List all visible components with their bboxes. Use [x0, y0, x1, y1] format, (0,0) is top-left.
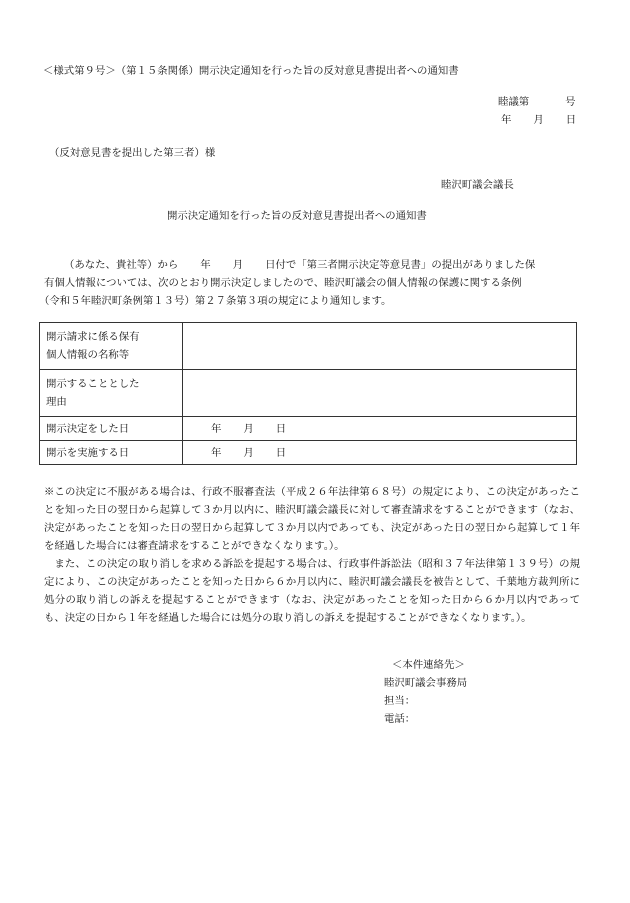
- body-line-2: 有個人情報については、次のとおり開示決定しましたので、睦沢町議会の個人情報の保護に関する条例: [44, 277, 522, 289]
- body-line1-month: 月: [232, 259, 244, 271]
- row1-label-line1: 開示請求に係る保有: [46, 331, 140, 343]
- table-value-cell: [183, 323, 577, 370]
- contact-person-label: 担当：: [384, 695, 416, 707]
- table-row: [40, 370, 577, 417]
- row4-day: 日: [275, 446, 287, 459]
- row1-label-line2: 個人情報の名称等: [46, 349, 130, 361]
- doc-date-day: 日: [565, 114, 577, 126]
- doc-number-suffix: 号: [565, 96, 576, 108]
- row2-label-line1: 開示することとした: [46, 378, 140, 390]
- table-row: [40, 323, 577, 370]
- addressee: （反対意見書を提出した第三者）様: [49, 147, 216, 159]
- body-line-3: （令和５年睦沢町条例第１３号）第２７条第３項の規定により通知します。: [39, 295, 392, 307]
- contact-phone-label: 電話：: [384, 713, 416, 725]
- contact-heading: ＜本件連絡先＞: [392, 659, 465, 671]
- body-line1-suffix: 日付で「第三者開示決定等意見書」の提出がありました保: [265, 259, 536, 271]
- row3-day: 日: [275, 422, 287, 435]
- doc-number-prefix: 睦議第: [498, 96, 530, 108]
- doc-date: [501, 115, 576, 125]
- note-paragraph-2: また、この決定の取り消しを求める訴訟を提起する場合は、行政事件訴訟法（昭和３７年法律第１３９号）の規定により、この決定があったことを知った日から６か月以内に、睦沢町議会議長を被告として、千葉地方裁判所に処分の取り消しの訴えを提起することができます（なお、決定があったことを知った日から６か月以内であっても、決定の日から１年を経過した場合には処分の取り消しの訴えを提起することができなくなります。）。: [44, 558, 580, 624]
- note-paragraph-1: ※この決定に不服がある場合は、行政不服審査法（平成２６年法律第６８号）の規定により、この決定があったことを知った日の翌日から起算して３か月以内に、睦沢町議会議長に対して審査請求をすることができます（なお、決定があったことを知った日の翌日から起算して３か月以内であっても、決定があった日の翌日から起算して１年を経過した場合には審査請求をすることができなくなります。）。: [44, 486, 580, 552]
- info-table: [39, 322, 577, 465]
- document-title: 開示決定通知を行った旨の反対意見書提出者への通知書: [167, 210, 427, 222]
- doc-number: [498, 97, 576, 107]
- body-line1-year: 年: [200, 259, 211, 271]
- row3-year: 年: [211, 422, 222, 435]
- row2-label-line2: 理由: [46, 396, 67, 408]
- table-row: [40, 441, 577, 465]
- notes: [44, 483, 580, 627]
- form-header: ＜様式第９号＞（第１５条関係）開示決定通知を行った旨の反対意見書提出者への通知書: [43, 65, 459, 77]
- row3-label: 開示決定をした日: [40, 417, 183, 441]
- body-line-1: [44, 256, 584, 274]
- row4-year: 年: [211, 446, 222, 459]
- row4-month: 月: [243, 446, 254, 459]
- table-label-cell: [40, 370, 183, 417]
- row4-date: [183, 441, 577, 465]
- doc-date-year: 年: [501, 114, 512, 126]
- doc-date-month: 月: [533, 114, 544, 126]
- body-line1-prefix: （あなた、貴社等）から: [64, 259, 179, 271]
- table-label-cell: [40, 323, 183, 370]
- row3-date: [183, 417, 577, 441]
- row3-month: 月: [243, 422, 254, 435]
- row4-label: 開示を実施する日: [40, 441, 183, 465]
- body-paragraph: [39, 256, 584, 310]
- sender: 睦沢町議会議長: [441, 179, 514, 191]
- table-row: [40, 417, 577, 441]
- table-value-cell: [183, 370, 577, 417]
- contact-office: 睦沢町議会事務局: [384, 677, 468, 689]
